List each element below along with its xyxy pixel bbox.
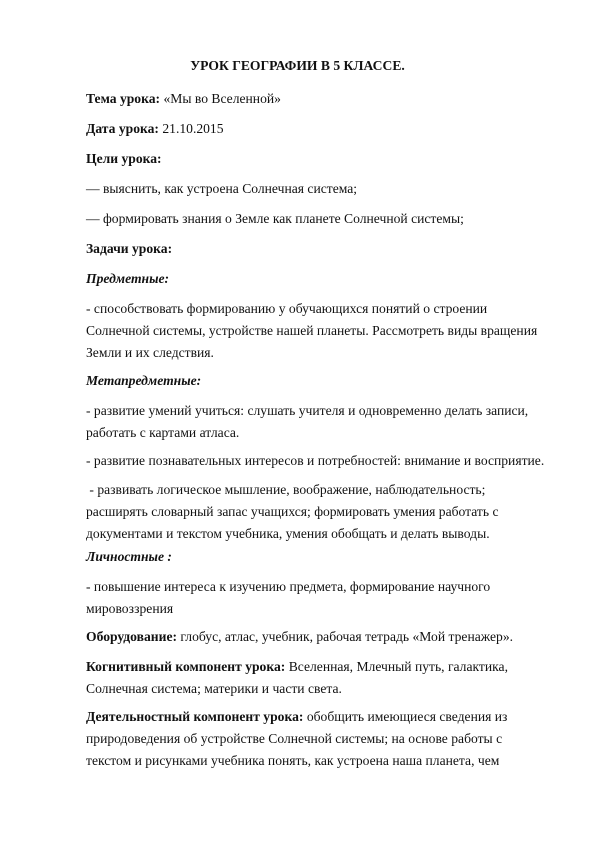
paragraph-line: - развивать логическое мышление, воображение, наблюдательность;	[86, 482, 486, 497]
cognitive-value: Вселенная, Млечный путь, галактика,	[285, 659, 508, 674]
topic-value: «Мы во Вселенной»	[160, 91, 281, 106]
paragraph-line: - развитие умений учиться: слушать учителя и одновременно делать записи,	[86, 403, 529, 418]
topic-label: Тема урока:	[86, 91, 161, 106]
date-label: Дата урока:	[86, 121, 159, 136]
paragraph-line: Солнечная система; материки и части света.	[86, 681, 342, 696]
meta-heading: Метапредметные:	[86, 373, 202, 388]
paragraph-line: текстом и рисунками учебника понять, как устроена наша планета, чем	[86, 753, 500, 768]
activity-value: обобщить имеющиеся сведения из	[303, 709, 508, 724]
personal-paragraph	[86, 576, 526, 620]
subject-paragraph	[86, 298, 538, 364]
paragraph-line: документами и текстом учебника, умения обобщать и делать выводы.	[86, 526, 490, 541]
paragraph-line: - способствовать формированию у обучающихся понятий о строении	[86, 301, 488, 316]
paragraph-line: расширять словарный запас учащихся; формировать умения работать с	[86, 504, 499, 519]
equipment-label: Оборудование:	[86, 629, 178, 644]
equipment-line	[86, 626, 526, 648]
meta-paragraph-3	[86, 479, 526, 545]
paragraph-line	[86, 706, 526, 728]
cognitive-label: Когнитивный компонент урока:	[86, 659, 286, 674]
paragraph-line: Земли и их следствия.	[86, 345, 214, 360]
document-title: УРОК ГЕОГРАФИИ В 5 КЛАССЕ.	[190, 58, 405, 73]
activity-label: Деятельностный компонент урока:	[86, 709, 304, 724]
paragraph-line: Солнечной системы, устройстве нашей планеты. Рассмотреть виды вращения	[86, 323, 538, 338]
goals-heading: Цели урока:	[86, 151, 162, 166]
paragraph-line: мировоззрения	[86, 601, 174, 616]
personal-heading: Личностные :	[86, 549, 172, 564]
paragraph-line: природоведения об устройстве Солнечной системы; на основе работы с	[86, 731, 503, 746]
meta-paragraph-1	[86, 400, 529, 444]
meta-paragraph-2	[86, 450, 545, 472]
goal-item: — выяснить, как устроена Солнечная система;	[86, 181, 358, 196]
topic-line	[86, 88, 526, 110]
date-line	[86, 118, 526, 140]
goal-item: — формировать знания о Земле как планете Солнечной системы;	[86, 211, 464, 226]
cognitive-paragraph	[86, 656, 526, 700]
paragraph-line: работать с картами атласа.	[86, 425, 240, 440]
activity-paragraph	[86, 706, 526, 772]
tasks-heading: Задачи урока:	[86, 241, 173, 256]
paragraph-line	[86, 656, 526, 678]
equipment-value: глобус, атлас, учебник, рабочая тетрадь «Мой тренажер».	[177, 629, 514, 644]
date-value: 21.10.2015	[158, 121, 224, 136]
paragraph-line: - развитие познавательных интересов и потребностей: внимание и восприятие.	[86, 453, 545, 468]
paragraph-line: - повышение интереса к изучению предмета, формирование научного	[86, 579, 491, 594]
subject-heading: Предметные:	[86, 271, 170, 286]
